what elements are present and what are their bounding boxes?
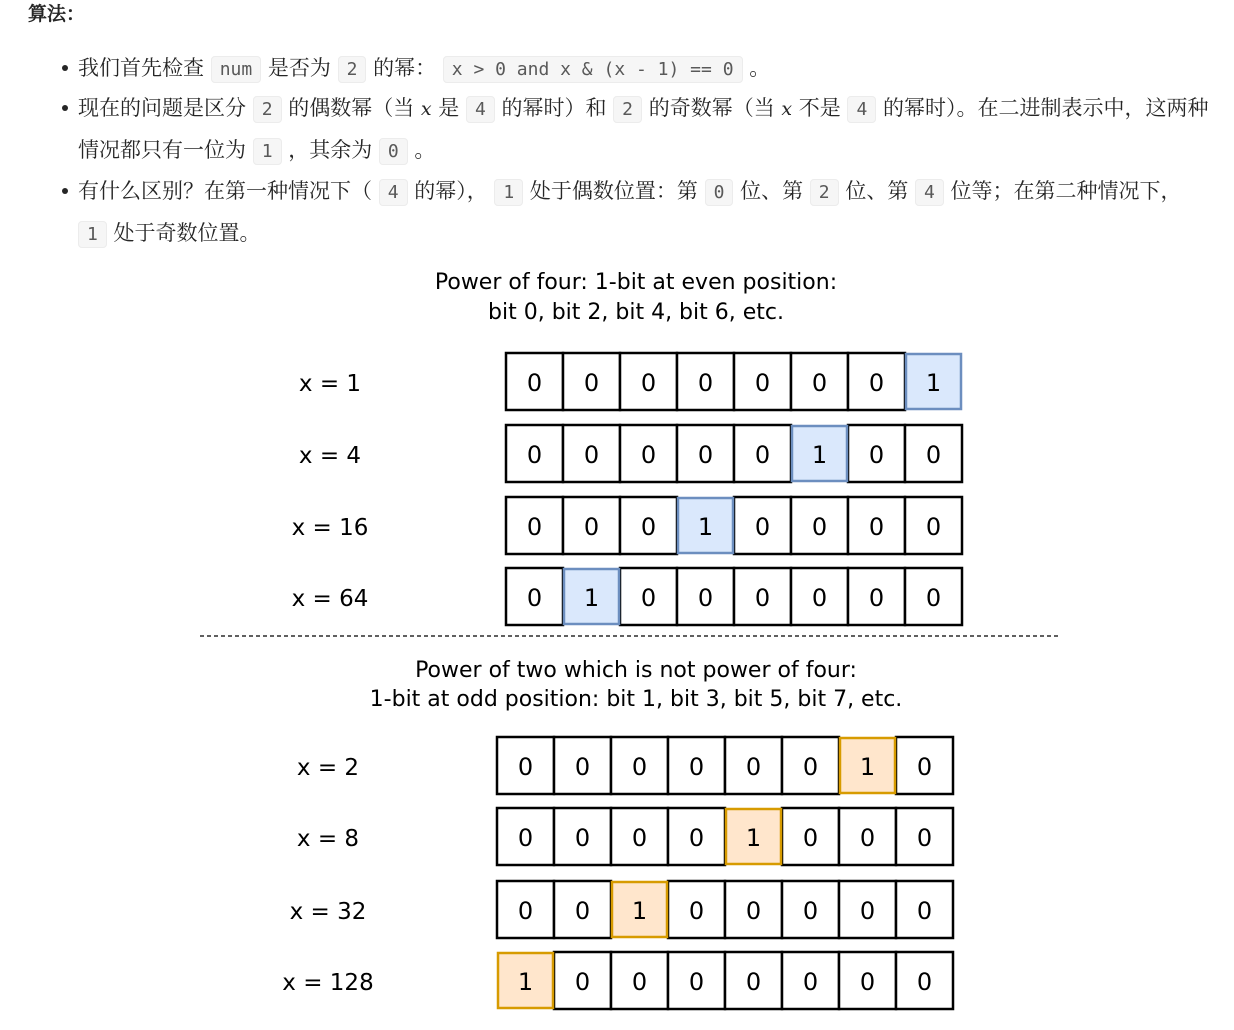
bit-value: 0	[811, 513, 828, 541]
bit-value: 0	[811, 369, 828, 397]
diagram-title-line: bit 0, bit 2, bit 4, bit 6, etc.	[488, 300, 784, 325]
inline-code: x > 0 and x & (x - 1) == 0	[443, 56, 743, 83]
inline-code: 1	[78, 221, 107, 248]
bit-value: 0	[802, 753, 819, 781]
bit-value: 0	[526, 584, 543, 612]
bit-value: 0	[688, 824, 705, 852]
bit-value: 0	[868, 513, 885, 541]
bit-value: 0	[574, 897, 591, 925]
bit-value: 0	[697, 441, 714, 469]
inline-code: 4	[466, 96, 495, 123]
inline-code: 1	[494, 179, 523, 206]
bit-value: 0	[631, 824, 648, 852]
bit-value: 0	[640, 441, 657, 469]
bullet-item-1	[0, 48, 790, 90]
bit-value: 1	[745, 824, 762, 852]
bit-value: 0	[859, 897, 876, 925]
bit-value: 0	[868, 369, 885, 397]
row-label: x = 32	[289, 899, 367, 925]
bit-value: 0	[754, 513, 771, 541]
bullet-text: 的偶数幂（当	[281, 96, 421, 120]
bit-value: 0	[859, 824, 876, 852]
bullet-text: 我们首先检查	[78, 56, 211, 80]
row-label: x = 16	[291, 515, 369, 541]
bit-value: 0	[688, 753, 705, 781]
bit-value: 0	[574, 753, 591, 781]
bullet-item-3	[0, 171, 1234, 255]
bullet-text: 位等；在第二种情况下，	[943, 179, 1182, 203]
bit-value: 0	[640, 513, 657, 541]
section-heading: 算法：	[28, 3, 86, 25]
row-label: x = 2	[296, 755, 360, 781]
bit-value: 1	[925, 369, 942, 397]
bit-value: 0	[688, 968, 705, 996]
bullet-text: 现在的问题是区分	[78, 96, 253, 120]
bit-value: 0	[583, 441, 600, 469]
bit-value: 0	[754, 369, 771, 397]
row-label: x = 1	[298, 371, 362, 397]
bullet-text: 。	[407, 138, 436, 162]
row-label: x = 8	[296, 826, 360, 852]
inline-code: num	[211, 56, 262, 83]
bullet-text: 的幂：	[366, 56, 443, 80]
bit-value: 0	[688, 897, 705, 925]
bullet-text: ，其余为	[281, 138, 379, 162]
inline-code: 2	[613, 96, 642, 123]
bullet-text: 不是	[792, 96, 848, 120]
inline-code: 0	[705, 179, 734, 206]
bullet-text: 有什么区别？在第一种情况下（	[78, 179, 379, 203]
bit-value: 0	[745, 753, 762, 781]
bit-value: 0	[802, 824, 819, 852]
bit-value: 0	[631, 968, 648, 996]
bit-value: 0	[916, 897, 933, 925]
inline-code: 2	[338, 56, 367, 83]
inline-code: 4	[915, 179, 944, 206]
diagram-title-line: Power of four: 1-bit at even position:	[434, 270, 838, 295]
bit-value: 0	[517, 824, 534, 852]
math-variable: x	[781, 98, 793, 120]
bit-value: 0	[526, 369, 543, 397]
inline-code: 0	[379, 138, 408, 165]
bit-value: 1	[583, 584, 600, 612]
bit-value: 0	[526, 513, 543, 541]
bit-value: 0	[925, 441, 942, 469]
bit-value: 0	[583, 369, 600, 397]
row-label: x = 64	[291, 586, 369, 612]
bit-value: 0	[925, 513, 942, 541]
bit-value: 0	[925, 584, 942, 612]
bit-value: 0	[811, 584, 828, 612]
bit-value: 0	[802, 897, 819, 925]
bit-value: 0	[916, 824, 933, 852]
bit-value: 0	[517, 897, 534, 925]
bit-value: 0	[526, 441, 543, 469]
bit-value: 0	[859, 968, 876, 996]
bit-value: 0	[802, 968, 819, 996]
bit-value: 0	[574, 824, 591, 852]
bit-value: 0	[754, 584, 771, 612]
bullet-text: 是	[431, 96, 466, 120]
bit-value: 0	[745, 968, 762, 996]
math-variable: x	[420, 98, 432, 120]
bit-value: 0	[517, 753, 534, 781]
inline-code: 2	[253, 96, 282, 123]
bullet-text: 。	[742, 56, 771, 80]
bullet-text: 处于偶数位置：第	[523, 179, 705, 203]
bit-value: 0	[916, 968, 933, 996]
bit-value: 0	[868, 441, 885, 469]
diagram-title-line: Power of two which is not power of four:	[415, 658, 857, 683]
bullet-text: 处于奇数位置。	[106, 221, 261, 245]
bullet-text: 位、第	[838, 179, 915, 203]
bit-value: 0	[697, 584, 714, 612]
bit-value: 0	[640, 369, 657, 397]
bullet-text: 的幂时）。在二进制表示中，这两种情况都只有一位为	[78, 96, 1209, 162]
row-label: x = 4	[298, 443, 362, 469]
bullet-text: 的幂时）和	[494, 96, 614, 120]
bit-value: 1	[631, 897, 648, 925]
bit-value: 0	[745, 897, 762, 925]
inline-code: 4	[379, 179, 408, 206]
inline-code: 2	[810, 179, 839, 206]
row-label: x = 128	[282, 970, 374, 996]
bit-value: 1	[811, 441, 828, 469]
bit-value: 0	[868, 584, 885, 612]
bit-value: 0	[574, 968, 591, 996]
bit-value: 0	[631, 753, 648, 781]
bullet-text: 是否为	[261, 56, 338, 80]
bit-value: 0	[754, 441, 771, 469]
bullet-text: 位、第	[733, 179, 810, 203]
bit-value: 0	[583, 513, 600, 541]
bullet-text: 的幂），	[407, 179, 495, 203]
bit-value: 1	[697, 513, 714, 541]
bit-value: 0	[916, 753, 933, 781]
bit-value: 1	[517, 968, 534, 996]
bit-value: 0	[640, 584, 657, 612]
bit-value: 1	[859, 753, 876, 781]
bullet-item-2	[0, 88, 1234, 172]
inline-code: 1	[253, 138, 282, 165]
inline-code: 4	[847, 96, 876, 123]
bullet-text: 的奇数幂（当	[642, 96, 782, 120]
power-of-four-diagram	[0, 262, 1234, 1022]
bit-value: 0	[697, 369, 714, 397]
diagram-title-line: 1-bit at odd position: bit 1, bit 3, bit 5, bit 7, etc.	[369, 687, 903, 712]
